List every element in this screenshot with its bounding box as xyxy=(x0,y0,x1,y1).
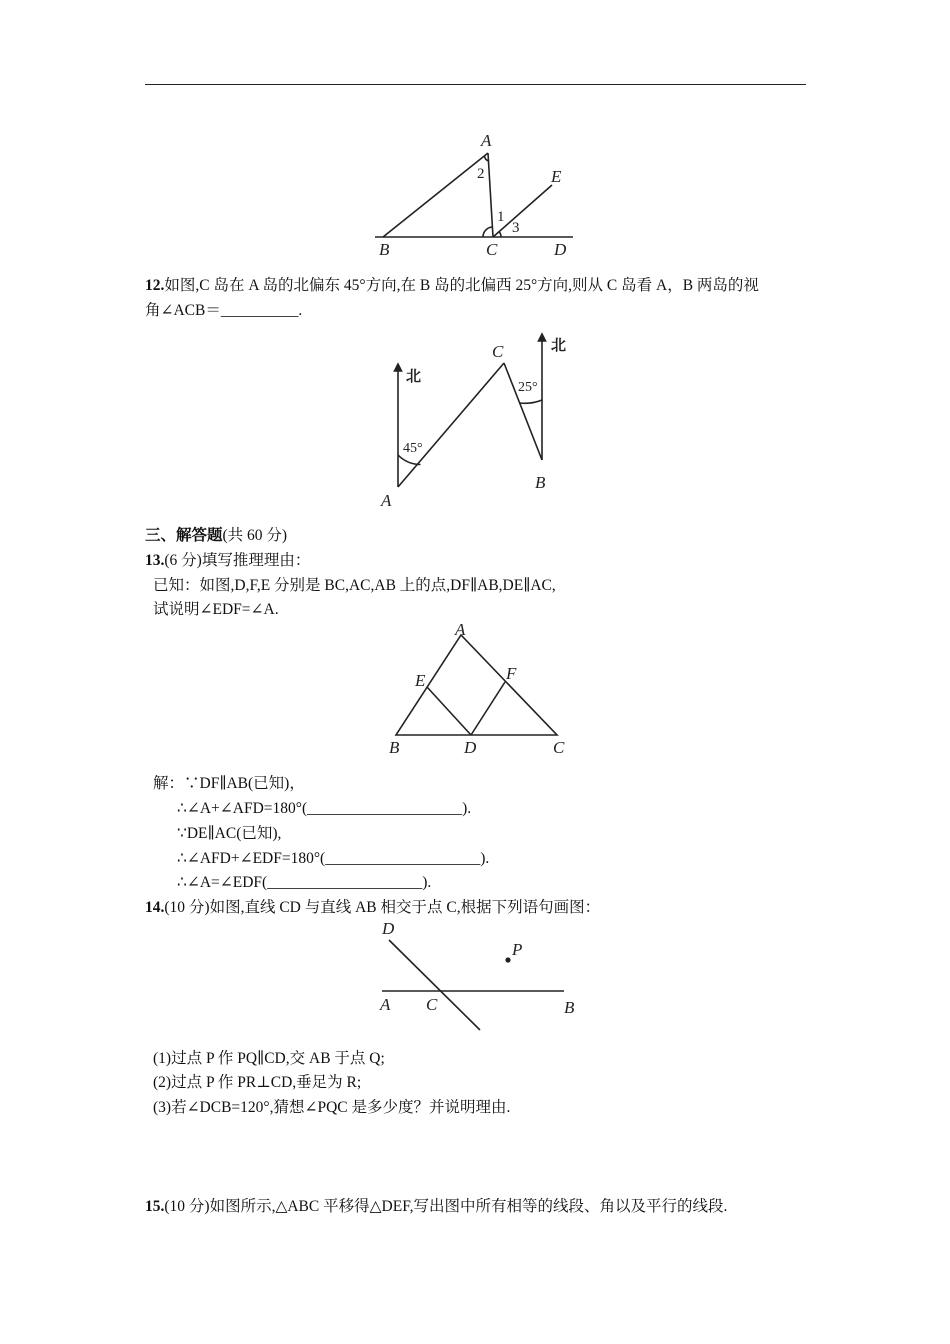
label-angle-2: 2 xyxy=(477,166,485,182)
label-d: D xyxy=(554,240,567,259)
section-score: (共 60 分) xyxy=(222,527,288,544)
label-e: E xyxy=(415,671,426,690)
point-p xyxy=(505,957,510,962)
segment-ba xyxy=(383,153,488,237)
q14-header-text: (10 分)如图,直线 CD 与直线 AB 相交于点 C,根据下列语句画图： xyxy=(164,899,601,916)
label-a: A xyxy=(381,491,392,510)
north-label-right: 北 xyxy=(551,336,567,354)
q15-text xyxy=(145,1197,727,1217)
q13-header-text: (6 分)填写推理理由： xyxy=(164,552,311,569)
q15-number: 15. xyxy=(145,1198,165,1215)
segment-ac xyxy=(488,153,493,237)
segment-df xyxy=(471,682,505,735)
q14-item-1: (1)过点 P 作 PQ∥CD,交 AB 于点 Q; xyxy=(153,1050,385,1067)
q14-header xyxy=(145,898,600,918)
q14-number: 14. xyxy=(145,899,165,916)
segment-cb xyxy=(504,363,542,460)
angle-45-label: 45° xyxy=(403,441,423,456)
header-rule xyxy=(145,84,806,85)
angle-45-arc xyxy=(398,455,421,465)
q14-item-3: (3)若∠DCB=120°,猜想∠PQC 是多少度？并说明理由. xyxy=(153,1099,511,1116)
label-e: E xyxy=(551,167,562,186)
label-d: D xyxy=(464,738,477,757)
label-c: C xyxy=(492,342,504,361)
section-title: 三、解答题 xyxy=(145,527,223,544)
q13-given: 已知：如图,D,F,E 分别是 BC,AC,AB 上的点,DF∥AB,DE∥AC, xyxy=(153,577,556,594)
label-f: F xyxy=(506,664,517,683)
label-c: C xyxy=(426,995,438,1014)
q12-text: 如图,C 岛在 A 岛的北偏东 45°方向,在 B 岛的北偏西 25°方向,则从 C 岛看 A，B 两岛的视 xyxy=(164,277,759,294)
q15-body: (10 分)如图所示,△ABC 平移得△DEF,写出图中所有相等的线段、角以及平行的线段. xyxy=(164,1198,728,1215)
q13-solution-line-3: ∵DE∥AC(已知), xyxy=(177,825,282,842)
q12-line1 xyxy=(145,276,759,296)
q13-solution-line-4: ∴∠AFD+∠EDF=180°(____________________). xyxy=(177,850,490,867)
angle-3-arc xyxy=(499,232,501,238)
figure-lines-cd-ab xyxy=(370,918,590,1038)
label-c: C xyxy=(553,738,565,757)
angle-1-arc xyxy=(483,227,492,237)
figure-triangle-abc xyxy=(380,618,580,763)
q14-item-2: (2)过点 P 作 PR⊥CD,垂足为 R; xyxy=(153,1074,362,1091)
q13-number: 13. xyxy=(145,552,165,569)
section-three-heading xyxy=(145,526,287,546)
figure-angles-abcde xyxy=(370,125,590,260)
label-d: D xyxy=(382,919,395,938)
segment-ed xyxy=(427,687,471,735)
label-a: A xyxy=(380,995,391,1014)
label-a: A xyxy=(481,131,492,150)
q12-number: 12. xyxy=(145,277,165,294)
label-c: C xyxy=(486,240,498,259)
q13-solution-line-5: ∴∠A=∠EDF(____________________). xyxy=(177,874,432,891)
figure-islands xyxy=(370,325,590,515)
angle-25-label: 25° xyxy=(518,380,538,395)
label-p: P xyxy=(512,940,523,959)
label-b: B xyxy=(564,998,575,1017)
label-b: B xyxy=(535,473,546,492)
label-b: B xyxy=(379,240,390,259)
label-a: A xyxy=(455,620,466,639)
q13-solution-line-1: 解：∵DF∥AB(已知)， xyxy=(153,775,305,792)
q13-prove: 试说明∠EDF=∠A. xyxy=(153,601,279,618)
angle-25-arc xyxy=(520,400,542,403)
label-b: B xyxy=(389,738,400,757)
label-angle-3: 3 xyxy=(512,220,520,236)
label-angle-1: 1 xyxy=(497,209,505,225)
q13-solution-line-2: ∴∠A+∠AFD=180°(____________________). xyxy=(177,800,472,817)
line-cd xyxy=(389,940,480,1030)
north-label-left: 北 xyxy=(406,367,422,385)
q13-header xyxy=(145,551,310,571)
q12-line2: 角∠ACB＝__________. xyxy=(145,302,303,319)
